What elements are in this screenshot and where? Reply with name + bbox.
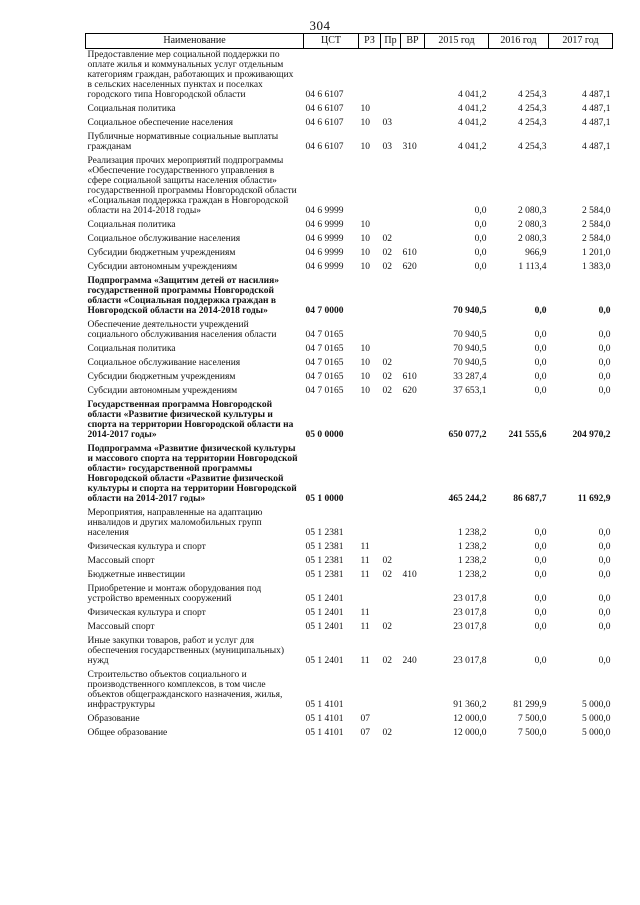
cell-2015: 70 940,5 [453, 358, 487, 368]
cell-rz [359, 319, 381, 343]
page-number: 304 [309, 18, 331, 33]
cell-2015: 0,0 [474, 262, 487, 272]
cell-pr: 02 [382, 372, 392, 382]
cell-2017: 0,0 [598, 358, 611, 368]
header-2015: 2015 год [425, 34, 489, 49]
cell-2015: 465 244,2 [448, 494, 487, 504]
cell-rz: 11 [360, 542, 370, 552]
cell-pr [381, 319, 401, 343]
cell-2016: 0,0 [534, 608, 547, 618]
cell-2015: 0,0 [474, 206, 487, 216]
cell-vr [401, 357, 425, 371]
table-row [86, 49, 613, 104]
cell-2015: 12 000,0 [453, 728, 487, 738]
header-2016: 2016 год [489, 34, 549, 49]
cell-rz: 11 [360, 556, 370, 566]
cell-2016: 241 555,6 [508, 430, 547, 440]
table-row [86, 219, 613, 233]
cell-cst: 05 1 2381 [305, 556, 344, 566]
cell-pr: 02 [382, 386, 392, 396]
cell-vr [401, 607, 425, 621]
cell-2016: 0,0 [534, 386, 547, 396]
cell-vr: 610 [402, 248, 417, 258]
cell-cst: 05 1 4101 [305, 714, 344, 724]
cell-rz: 10 [360, 372, 370, 382]
cell-2016: 0,0 [534, 306, 547, 316]
cell-2016: 0,0 [534, 528, 547, 538]
header-2017: 2017 год [549, 34, 613, 49]
cell-cst: 05 1 2381 [305, 528, 344, 538]
cell-2015: 0,0 [474, 234, 487, 244]
cell-pr [381, 583, 401, 607]
cell-vr [401, 727, 425, 741]
cell-2016: 7 500,0 [518, 714, 547, 724]
table-row [86, 555, 613, 569]
cell-2016: 966,9 [525, 248, 547, 258]
cell-2015: 1 238,2 [458, 542, 487, 552]
cell-cst: 04 6 6107 [305, 90, 344, 100]
cell-pr [381, 713, 401, 727]
cell-vr [401, 443, 425, 507]
cell-2017: 0,0 [598, 372, 611, 382]
cell-cst: 04 7 0165 [305, 330, 344, 340]
cell-2016: 2 080,3 [518, 206, 547, 216]
table-row [86, 103, 613, 117]
cell-pr [381, 399, 401, 443]
cell-vr [401, 117, 425, 131]
cell-pr: 02 [382, 262, 392, 272]
cell-2015: 37 653,1 [453, 386, 487, 396]
cell-vr: 410 [402, 570, 417, 580]
cell-2017: 0,0 [598, 594, 611, 604]
cell-cst: 05 1 2381 [305, 542, 344, 552]
cell-vr [401, 49, 425, 104]
cell-cst: 04 6 9999 [305, 248, 344, 258]
cell-name: Социальная политика [87, 344, 176, 354]
cell-2016: 1 113,4 [518, 262, 547, 272]
cell-name: Социальная политика [87, 220, 176, 230]
table-header [86, 34, 613, 49]
cell-2017: 204 970,2 [572, 430, 611, 440]
table-row [86, 155, 613, 219]
cell-cst: 05 1 2401 [305, 594, 344, 604]
cell-name: Мероприятия, направленные на адаптацию инвалидов и других маломобильных групп населения [87, 508, 263, 538]
table-row [86, 131, 613, 155]
cell-vr [401, 541, 425, 555]
cell-2015: 1 238,2 [458, 556, 487, 566]
cell-cst: 05 1 2381 [305, 570, 344, 580]
cell-name: Государственная программа Новгородской области «Развитие физической культуры и спорта на территории Новгородской области на 2014-2017 годы» [87, 400, 294, 440]
table-row [86, 261, 613, 275]
cell-pr [381, 541, 401, 555]
cell-rz: 10 [360, 344, 370, 354]
cell-2015: 4 041,2 [458, 118, 487, 128]
table-row [86, 669, 613, 713]
cell-cst: 04 7 0165 [305, 344, 344, 354]
cell-2015: 650 077,2 [448, 430, 487, 440]
cell-2015: 70 940,5 [453, 344, 487, 354]
table-row [86, 319, 613, 343]
table-row [86, 569, 613, 583]
cell-vr: 310 [402, 142, 417, 152]
cell-pr [381, 49, 401, 104]
table-row [86, 635, 613, 669]
cell-rz: 11 [360, 622, 370, 632]
cell-2017: 0,0 [598, 556, 611, 566]
cell-2015: 23 017,8 [453, 608, 487, 618]
cell-pr [381, 669, 401, 713]
table-row [86, 541, 613, 555]
cell-pr [381, 443, 401, 507]
cell-2015: 4 041,2 [458, 142, 487, 152]
cell-rz: 07 [360, 728, 370, 738]
cell-2017: 1 201,0 [582, 248, 611, 258]
cell-2016: 2 080,3 [518, 220, 547, 230]
cell-2016: 0,0 [534, 622, 547, 632]
table-row [86, 247, 613, 261]
cell-2017: 11 692,9 [577, 494, 611, 504]
cell-pr [381, 507, 401, 541]
cell-2016: 0,0 [534, 656, 547, 666]
cell-pr: 02 [382, 556, 392, 566]
header-pr: Пр [381, 34, 401, 49]
cell-2017: 2 584,0 [582, 234, 611, 244]
cell-pr [381, 343, 401, 357]
cell-2016: 0,0 [534, 372, 547, 382]
cell-vr: 610 [402, 372, 417, 382]
cell-cst: 05 1 2401 [305, 608, 344, 618]
cell-rz [359, 443, 381, 507]
cell-pr: 03 [382, 118, 392, 128]
cell-2016: 4 254,3 [518, 118, 547, 128]
cell-cst: 04 6 6107 [305, 104, 344, 114]
cell-2016: 86 687,7 [513, 494, 547, 504]
cell-vr [401, 713, 425, 727]
cell-cst: 04 6 9999 [305, 206, 344, 216]
cell-name: Обеспечение деятельности учреждений социального обслуживания населения области [87, 320, 277, 340]
cell-2015: 33 287,4 [453, 372, 487, 382]
cell-rz: 11 [360, 656, 370, 666]
table-body [86, 49, 613, 742]
table-row [86, 583, 613, 607]
cell-rz [359, 155, 381, 219]
cell-vr [401, 319, 425, 343]
cell-name: Иные закупки товаров, работ и услуг для обеспечения государственных (муниципальных) нужд [87, 636, 285, 666]
cell-cst: 04 6 6107 [305, 142, 344, 152]
cell-2016: 0,0 [534, 570, 547, 580]
cell-2015: 4 041,2 [458, 90, 487, 100]
cell-vr: 620 [402, 262, 417, 272]
cell-2016: 7 500,0 [518, 728, 547, 738]
table-row [86, 621, 613, 635]
cell-vr: 620 [402, 386, 417, 396]
cell-vr [401, 555, 425, 569]
cell-name: Образование [87, 714, 140, 724]
cell-pr: 02 [382, 248, 392, 258]
cell-pr [381, 219, 401, 233]
cell-name: Бюджетные инвестиции [87, 570, 186, 580]
cell-name: Публичные нормативные социальные выплаты гражданам [87, 132, 279, 152]
table-row [86, 399, 613, 443]
table-row [86, 385, 613, 399]
cell-2017: 0,0 [598, 608, 611, 618]
cell-pr [381, 607, 401, 621]
cell-2017: 5 000,0 [582, 714, 611, 724]
cell-2016: 81 299,9 [513, 700, 547, 710]
cell-2016: 0,0 [534, 358, 547, 368]
cell-2017: 5 000,0 [582, 700, 611, 710]
cell-name: Социальное обслуживание населения [87, 358, 241, 368]
cell-rz: 10 [360, 248, 370, 258]
cell-2016: 0,0 [534, 594, 547, 604]
cell-name: Предоставление мер социальной поддержки по оплате жилья и коммунальных услуг отдельным категориям граждан, работающих и проживающих в сельских населенных пунктах и поселках городского типа Новгородской области [87, 50, 294, 100]
cell-2017: 0,0 [598, 330, 611, 340]
cell-vr [401, 155, 425, 219]
cell-name: Субсидии автономным учреждениям [87, 386, 238, 396]
table-row [86, 117, 613, 131]
cell-pr: 02 [382, 570, 392, 580]
cell-cst: 04 6 6107 [305, 118, 344, 128]
cell-rz [359, 275, 381, 319]
cell-2015: 70 940,5 [453, 330, 487, 340]
cell-2017: 0,0 [598, 306, 611, 316]
table-row [86, 343, 613, 357]
table-row [86, 275, 613, 319]
cell-pr: 02 [382, 234, 392, 244]
cell-name: Физическая культура и спорт [87, 608, 206, 618]
cell-rz: 11 [360, 608, 370, 618]
cell-cst: 05 0 0000 [305, 430, 344, 440]
header-cst: ЦСТ [304, 34, 359, 49]
cell-2016: 2 080,3 [518, 234, 547, 244]
cell-2016: 0,0 [534, 330, 547, 340]
table-row [86, 727, 613, 741]
cell-vr [401, 507, 425, 541]
cell-2015: 23 017,8 [453, 656, 487, 666]
cell-cst: 05 1 0000 [305, 494, 344, 504]
cell-name: Социальная политика [87, 104, 176, 114]
table-row [86, 507, 613, 541]
cell-cst: 05 1 4101 [305, 700, 344, 710]
cell-rz: 11 [360, 570, 370, 580]
cell-2017: 0,0 [598, 622, 611, 632]
table-row [86, 357, 613, 371]
cell-rz [359, 399, 381, 443]
cell-rz: 10 [360, 142, 370, 152]
cell-pr: 03 [382, 142, 392, 152]
cell-2017: 2 584,0 [582, 220, 611, 230]
cell-cst: 05 1 2401 [305, 622, 344, 632]
cell-2017: 0,0 [598, 542, 611, 552]
cell-name: Массовый спорт [87, 556, 155, 566]
table-row [86, 371, 613, 385]
cell-2017: 5 000,0 [582, 728, 611, 738]
cell-rz: 10 [360, 118, 370, 128]
table-row [86, 713, 613, 727]
cell-pr [381, 155, 401, 219]
cell-vr [401, 621, 425, 635]
cell-name: Подпрограмма «Защитим детей от насилия» государственной программы Новгородской области «Социальная поддержка граждан в Новгородской области на 2014-2018 годы» [87, 276, 280, 316]
header-rz: РЗ [359, 34, 381, 49]
cell-rz: 10 [360, 104, 370, 114]
cell-cst: 05 1 4101 [305, 728, 344, 738]
cell-2016: 4 254,3 [518, 104, 547, 114]
cell-2016: 0,0 [534, 542, 547, 552]
cell-rz [359, 49, 381, 104]
cell-name: Субсидии автономным учреждениям [87, 262, 238, 272]
cell-cst: 04 7 0000 [305, 306, 344, 316]
cell-pr [381, 275, 401, 319]
cell-2016: 0,0 [534, 344, 547, 354]
cell-rz: 07 [360, 714, 370, 724]
table-row [86, 443, 613, 507]
cell-rz [359, 583, 381, 607]
cell-2015: 23 017,8 [453, 622, 487, 632]
cell-name: Общее образование [87, 728, 168, 738]
cell-2015: 1 238,2 [458, 570, 487, 580]
cell-2016: 0,0 [534, 556, 547, 566]
cell-rz: 10 [360, 262, 370, 272]
cell-pr: 02 [382, 728, 392, 738]
cell-2017: 0,0 [598, 344, 611, 354]
cell-rz: 10 [360, 358, 370, 368]
table-row [86, 607, 613, 621]
cell-name: Социальное обслуживание населения [87, 234, 241, 244]
cell-pr [381, 103, 401, 117]
cell-2015: 23 017,8 [453, 594, 487, 604]
cell-name: Социальное обеспечение населения [87, 118, 233, 128]
cell-cst: 04 6 9999 [305, 234, 344, 244]
cell-vr [401, 219, 425, 233]
cell-2017: 0,0 [598, 570, 611, 580]
cell-rz [359, 669, 381, 713]
cell-vr [401, 343, 425, 357]
cell-rz: 10 [360, 234, 370, 244]
cell-2017: 4 487,1 [582, 142, 611, 152]
cell-2017: 1 383,0 [582, 262, 611, 272]
cell-2017: 2 584,0 [582, 206, 611, 216]
cell-name: Строительство объектов социального и производственного комплексов, в том числе объектов общегражданского назначения, жилья, инфраструктуры [87, 670, 283, 710]
cell-vr [401, 399, 425, 443]
cell-2015: 1 238,2 [458, 528, 487, 538]
cell-2017: 0,0 [598, 528, 611, 538]
cell-cst: 04 6 9999 [305, 220, 344, 230]
cell-name: Подпрограмма «Развитие физической культуры и массового спорта на территории Новгородской области» государственной программы Новгородской области «Развитие физической культуры и спорта на территории Новгородской области на 2014-2017 годы» [87, 444, 298, 504]
cell-name: Субсидии бюджетным учреждениям [87, 372, 236, 382]
header-name: Наименование [86, 34, 304, 49]
cell-2015: 4 041,2 [458, 104, 487, 114]
cell-2015: 91 360,2 [453, 700, 487, 710]
cell-vr [401, 669, 425, 713]
cell-2017: 0,0 [598, 386, 611, 396]
cell-2015: 0,0 [474, 248, 487, 258]
cell-vr [401, 583, 425, 607]
cell-name: Субсидии бюджетным учреждениям [87, 248, 236, 258]
cell-2015: 0,0 [474, 220, 487, 230]
header-vr: ВР [401, 34, 425, 49]
cell-name: Физическая культура и спорт [87, 542, 206, 552]
cell-pr: 02 [382, 622, 392, 632]
cell-2016: 4 254,3 [518, 90, 547, 100]
cell-vr [401, 233, 425, 247]
cell-rz: 10 [360, 220, 370, 230]
cell-cst: 04 7 0165 [305, 358, 344, 368]
cell-2015: 70 940,5 [453, 306, 487, 316]
cell-name: Массовый спорт [87, 622, 155, 632]
cell-cst: 04 6 9999 [305, 262, 344, 272]
cell-pr: 02 [382, 358, 392, 368]
cell-vr [401, 275, 425, 319]
cell-cst: 04 7 0165 [305, 372, 344, 382]
cell-2015: 12 000,0 [453, 714, 487, 724]
cell-name: Реализация прочих мероприятий подпрограммы «Обеспечение государственного управления в сфере социальной защиты населения области» государственной программы Новгородской области «Социальная поддержка граждан в Новгородской области на 2014-2018 годы» [87, 156, 297, 216]
cell-2017: 4 487,1 [582, 118, 611, 128]
cell-cst: 04 7 0165 [305, 386, 344, 396]
budget-table [85, 33, 613, 741]
cell-pr: 02 [382, 656, 392, 666]
cell-2017: 4 487,1 [582, 104, 611, 114]
cell-vr [401, 103, 425, 117]
cell-name: Приобретение и монтаж оборудования под устройство временных сооружений [87, 584, 262, 604]
cell-rz [359, 507, 381, 541]
cell-2017: 0,0 [598, 656, 611, 666]
cell-rz: 10 [360, 386, 370, 396]
cell-vr: 240 [402, 656, 417, 666]
cell-cst: 05 1 2401 [305, 656, 344, 666]
table-row [86, 233, 613, 247]
cell-2017: 4 487,1 [582, 90, 611, 100]
cell-2016: 4 254,3 [518, 142, 547, 152]
